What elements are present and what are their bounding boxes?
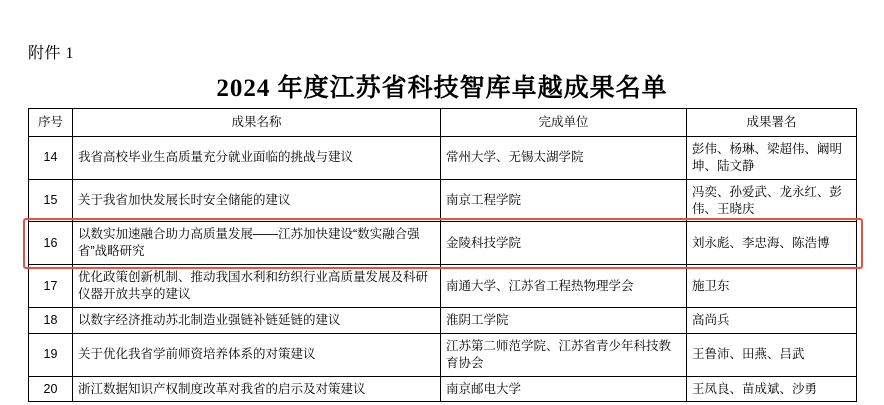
page-title: 2024 年度江苏省科技智库卓越成果名单 [216,75,668,102]
column-header-name: 成果名称 [73,109,441,137]
cell-author: 刘永彪、李忠海、陈浩博 [687,222,857,265]
results-table [28,108,857,402]
column-header-no: 序号 [29,109,73,137]
cell-no: 18 [29,307,73,333]
cell-unit: 南京邮电大学 [441,376,687,402]
cell-author: 高尚兵 [687,307,857,333]
table-row [29,333,857,376]
cell-author: 施卫东 [687,265,857,308]
table-row [29,179,857,222]
cell-author: 王凤良、苗成斌、沙勇 [687,376,857,402]
cell-name: 优化政策创新机制、推动我国水利和纺织行业高质量发展及科研仪器开放共享的建议 [73,265,441,308]
table-row [29,307,857,333]
column-header-unit: 完成单位 [441,109,687,137]
cell-unit: 金陵科技学院 [441,222,687,265]
cell-unit: 南京工程学院 [441,179,687,222]
cell-no: 16 [29,222,73,265]
cell-no: 14 [29,136,73,179]
cell-no: 17 [29,265,73,308]
cell-name: 浙江数据知识产权制度改革对我省的启示及对策建议 [73,376,441,402]
column-header-author: 成果署名 [687,109,857,137]
table-header-row [29,109,857,137]
table-row [29,265,857,308]
table-row-highlighted [29,222,857,265]
cell-author: 彭伟、杨琳、梁超伟、阚明坤、陆文静 [687,136,857,179]
cell-name: 我省高校毕业生高质量充分就业面临的挑战与建议 [73,136,441,179]
cell-unit: 常州大学、无锡太湖学院 [441,136,687,179]
results-table-container [28,108,856,402]
cell-author: 王鲁沛、田燕、吕武 [687,333,857,376]
table-row [29,376,857,402]
cell-unit: 南通大学、江苏省工程热物理学会 [441,265,687,308]
cell-name: 关于优化我省学前师资培养体系的对策建议 [73,333,441,376]
cell-unit: 淮阴工学院 [441,307,687,333]
cell-unit: 江苏第二师范学院、江苏省青少年科技教育协会 [441,333,687,376]
attachment-label: 附件 1 [28,45,75,62]
cell-no: 20 [29,376,73,402]
table-row [29,136,857,179]
cell-no: 19 [29,333,73,376]
cell-author: 冯奕、孙爱武、龙永红、彭伟、王晓庆 [687,179,857,222]
cell-name: 以数实加速融合助力高质量发展——江苏加快建设“数实融合强省”战略研究 [73,222,441,265]
cell-name: 以数字经济推动苏北制造业强链补链延链的建议 [73,307,441,333]
cell-name: 关于我省加快发展长时安全储能的建议 [73,179,441,222]
cell-no: 15 [29,179,73,222]
